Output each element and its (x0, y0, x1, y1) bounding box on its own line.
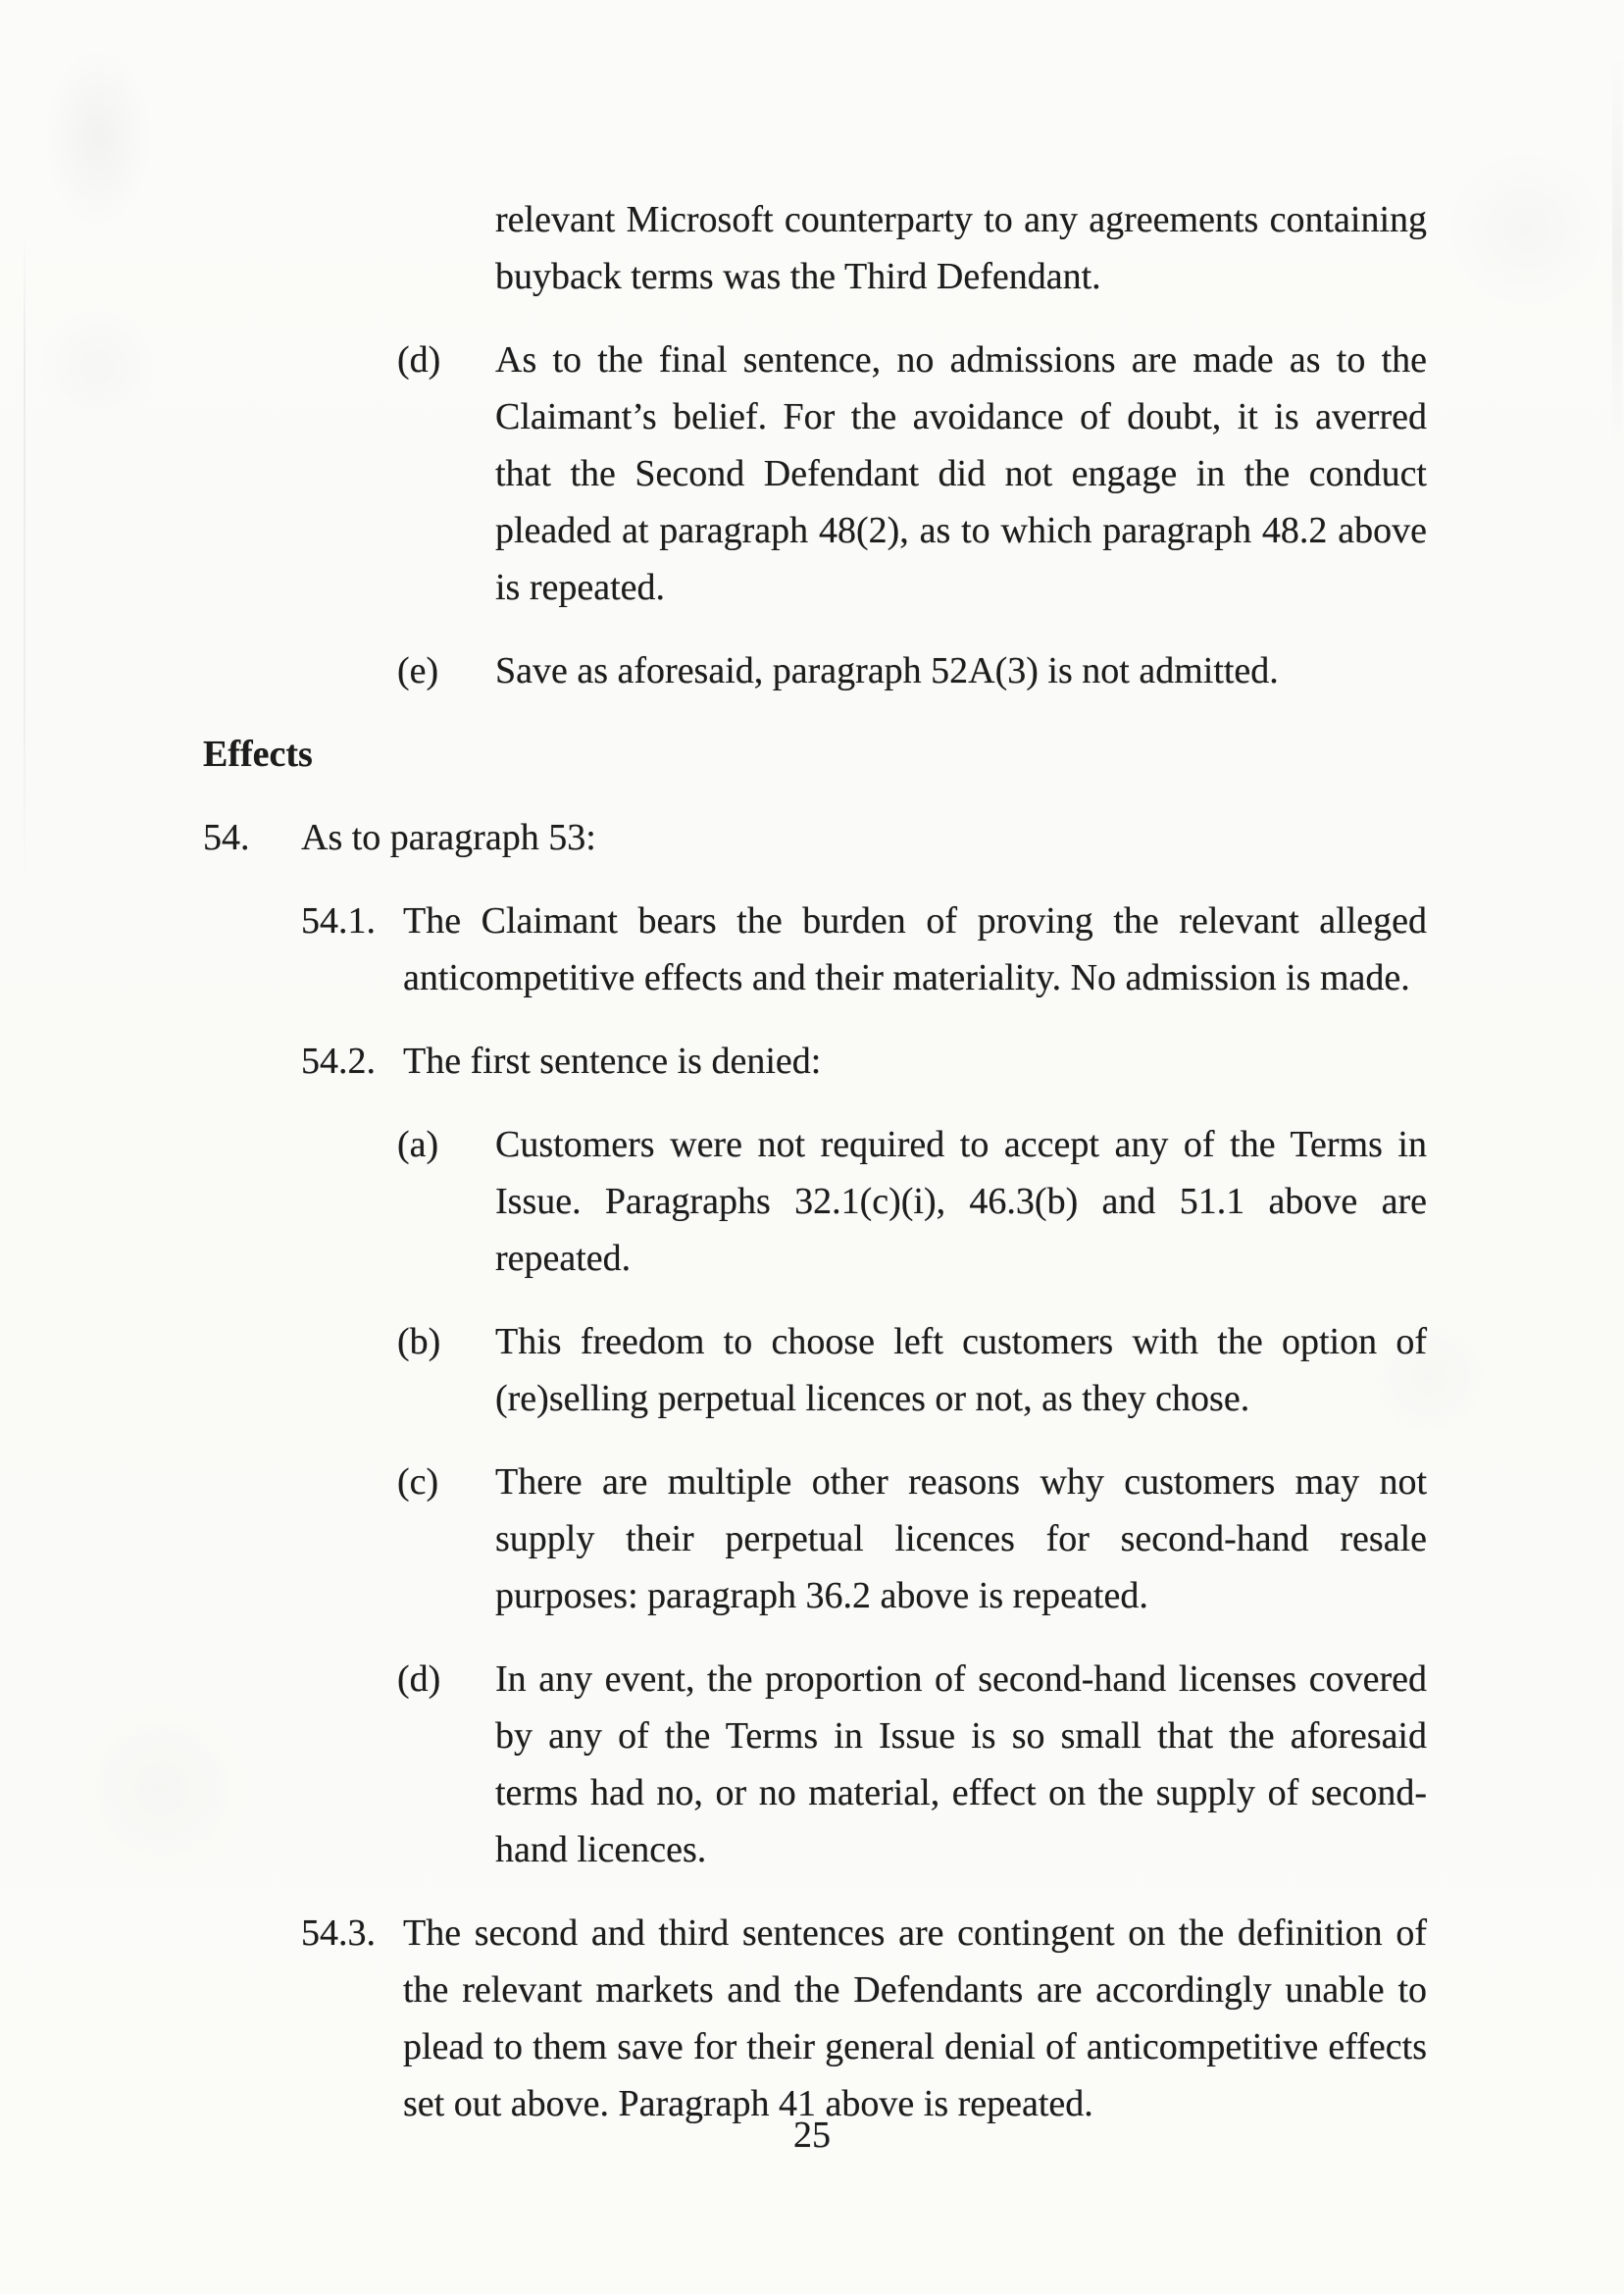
item-marker: (a) (397, 1124, 439, 1165)
list-item-e (397, 642, 1624, 699)
item-marker: 54.2. (301, 1041, 376, 1082)
item-marker: 54. (203, 817, 250, 858)
page-number: 25 (793, 2115, 831, 2156)
paragraph-54-1 (301, 892, 1624, 1006)
item-text: Customers were not required to accept any of the Terms in Issue. Paragraphs 32.1(c)(i), 46.3(b) and 51.1 above are repeated. (495, 1124, 1427, 1279)
paragraph-54-3 (301, 1905, 1624, 2132)
scan-artifact (39, 39, 157, 235)
scan-artifact (24, 226, 25, 892)
list-item-d2 (397, 1651, 1624, 1878)
item-text: Save as aforesaid, paragraph 52A(3) is not admitted. (495, 650, 1279, 691)
item-marker: (e) (397, 650, 439, 691)
paragraph-54 (203, 809, 1624, 866)
list-item-b (397, 1313, 1624, 1427)
paragraph-54-2 (301, 1033, 1624, 1090)
item-text: As to paragraph 53: (301, 817, 596, 858)
section-heading-effects: Effects (203, 734, 313, 775)
list-item-a (397, 1116, 1624, 1287)
item-text: As to the final sentence, no admissions are made as to the Claimant’s belief. For the avoidance of doubt, it is averred that the Second Defendant did not engage in the conduct pleaded at paragraph 48(2), as to which paragraph 48.2 above is repeated. (495, 339, 1427, 608)
paragraph-text: relevant Microsoft counterparty to any agreements containing buyback terms was the Third Defendant. (495, 199, 1427, 297)
list-item-d (397, 331, 1624, 616)
item-text: The Claimant bears the burden of proving the relevant alleged anticompetitive effects and their materiality. No admission is made. (403, 900, 1427, 998)
paragraph-continuation (495, 191, 1427, 305)
item-text: This freedom to choose left customers with the option of (re)selling perpetual licences or not, as they chose. (495, 1321, 1427, 1419)
item-text: The second and third sentences are contingent on the definition of the relevant markets and the Defendants are accordingly unable to plead to them save for their general denial of anticompetitive effects set out above. Paragraph 41 above is repeated. (403, 1912, 1427, 2124)
item-marker: (b) (397, 1321, 441, 1362)
item-marker: 54.1. (301, 900, 376, 942)
item-text: The first sentence is denied: (403, 1041, 822, 1082)
item-marker: 54.3. (301, 1912, 376, 1954)
item-marker: (d) (397, 339, 441, 381)
item-marker: (c) (397, 1461, 439, 1503)
scan-artifact (1612, 49, 1622, 461)
item-text: There are multiple other reasons why customers may not supply their perpetual licences for second-hand resale purposes: paragraph 36.2 above is repeated. (495, 1461, 1427, 1616)
list-item-c (397, 1453, 1624, 1624)
item-marker: (d) (397, 1658, 441, 1700)
item-text: In any event, the proportion of second-hand licenses covered by any of the Terms in Issue is so small that the aforesaid terms had no, or no material, effect on the supply of second-hand licences. (495, 1658, 1427, 1870)
